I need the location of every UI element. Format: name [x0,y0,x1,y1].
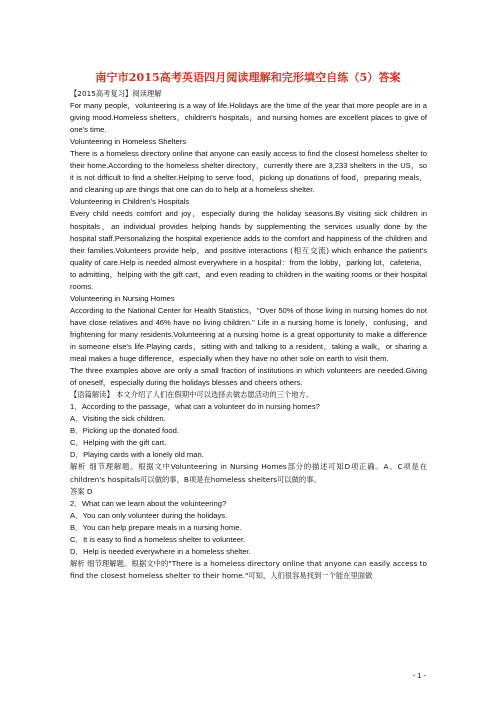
paragraph-childrens-hospitals: Every child needs comfort and joy，especially during the holiday seasons.By visiting sick children in hospitals，an individual provides helping hands by supplementing the services usually done by the hospital staff.Personalizing the hospital experience adds to the comfort and happiness of the children and their families.Volunteers provide help，and positive interactions (相互交流) which enhance the patient's quality of care.Help is needed almost everywhere in a hospital：from the lobby，parking lot，cafeteria，to admitting，helping with the gift cart，and even reading to children in the waiting rooms or their hospital rooms. [70,209,427,291]
question-2-explanation: 解析 细节理解题。根据文中的"There is a homeless directory online that anyone can easily access to find the closest homeless shelter to their home."可知，人们很容易找到一个能在里面做 [70,558,427,580]
subheading-childrens-hospitals: Volunteering in Children's Hospitals [70,197,190,207]
question-1-option-b: B．Picking up the donated food. [70,426,179,436]
question-1-option-a: A．Visiting the sick children. [70,414,166,424]
question-2-option-c: C．It is easy to find a homeless shelter to volunteer. [70,534,246,544]
passage-summary: 【语篇解读】 本文介绍了人们在假期中可以选择去做志愿活动的三个地方。 [70,390,314,400]
page-number: - 1 - [412,671,426,680]
question-1: 1．According to the passage，what can a volunteer do in nursing homes? [70,402,320,412]
question-2-option-b: B．You can help prepare meals in a nursing home. [70,522,242,532]
subheading-nursing-homes: Volunteering in Nursing Homes [70,293,175,303]
paragraph-homeless-shelters: There is a homeless directory online that anyone can easily access to find the closest homeless shelter to their home.According to the homeless shelter directory，currently there are 3,233 shelters in the US，so it is not difficult to find a shelter.Helping to serve food，picking up donations of food，preparing meals，and cleaning up are things that one can do to help at a homeless shelter. [70,149,427,195]
subheading-homeless-shelters: Volunteering in Homeless Shelters [70,137,187,147]
paragraph-intro: For many people，volunteering is a way of life.Holidays are the time of the year that more people are in a giving mood.Homeless shelters，children's hospitals，and nursing homes are excellent places to give of one's time. [70,101,427,135]
question-1-option-d: D．Playing cards with a lonely old man. [70,450,204,460]
section-heading: 【2015高考复习】阅读理解 [70,89,162,98]
question-2: 2．What can we learn about the volunteering? [70,498,227,508]
question-2-option-a: A．You can only volunteer during the holidays. [70,510,228,520]
question-1-explanation: 解析 细节理解题。根据文中Volunteering in Nursing Homes部分的描述可知D项正确。A、C项是在children's hospitals可以做的事，B项是在homeless shelters可以做的事。 [70,462,427,484]
question-1-answer: 答案 D [70,486,93,496]
document-body [70,88,427,582]
paragraph-nursing-homes: According to the National Center for Health Statistics，"Over 50% of those living in nursing homes do not have close relatives and 46% have no living children." Life in a nursing home is lonely，confusing，and frightening for many residents.Volunteering at a nursing home is a great opportunity to make a difference in someone else's life.Playing cards，sitting with and talking to a resident，taking a walk，or sharing a meal makes a huge difference，especially when they have no other sole on earth to visit them. [70,305,427,364]
paragraph-conclusion: The three examples above are only a small fraction of institutions in which volunteers are needed.Giving of oneself，especially during the holidays blesses and cheers others. [70,366,427,388]
question-2-option-d: D．Help is needed everywhere in a homeless shelter. [70,546,251,556]
document-title: 南宁市2015高考英语四月阅读理解和完形填空自练（5）答案 [95,71,401,84]
question-1-option-c: C．Helping with the gift cart. [70,438,167,448]
